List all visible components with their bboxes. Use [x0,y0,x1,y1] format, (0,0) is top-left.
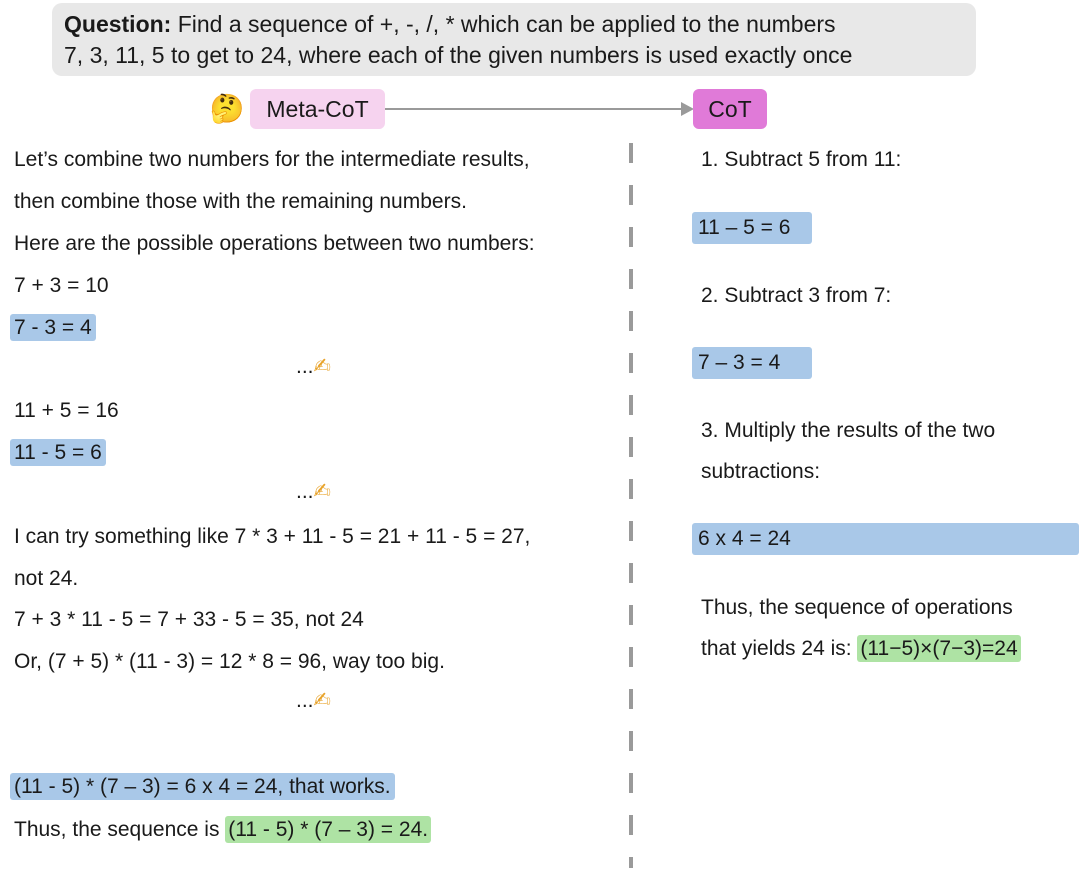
meta-line-11: Or, (7 + 5) * (11 - 3) = 12 * 8 = 96, way too big. [14,650,445,673]
cot-step-1-equation: 11 – 5 = 6 [692,212,812,244]
meta-highlight-7-minus-3: 7 - 3 = 4 [10,314,96,341]
cot-conclusion-prefix: that yields 24 is: [701,637,858,660]
cot-step-2-equation: 7 – 3 = 4 [692,347,812,379]
cot-step-2: 2. Subtract 3 from 7: [701,284,892,307]
writing-hand-icon: ✍ [313,480,332,503]
question-line-1 [64,9,964,40]
meta-line-1: Let’s combine two numbers for the intermediate results, [14,148,530,171]
question-text-2: 7, 3, 11, 5 to get to 24, where each of the given numbers is used exactly once [64,42,853,68]
meta-line-8: I can try something like 7 * 3 + 11 - 5 = 21 + 11 - 5 = 27, [14,525,531,548]
ellipsis-dots: ... [296,689,314,712]
meta-line-9: not 24. [14,567,79,590]
writing-hand-icon: ✍ [313,355,332,378]
thinking-face-icon: 🤔 [209,93,245,124]
ellipsis-dots: ... [296,480,314,503]
question-label: Question: [64,11,172,37]
meta-line-6: 11 + 5 = 16 [14,399,119,422]
cot-step-3-line-2: subtractions: [701,460,821,483]
meta-answer-highlight: (11 - 5) * (7 – 3) = 24. [225,816,431,843]
ellipsis-1 [296,352,331,382]
cot-conclusion-line-2 [701,634,1021,664]
meta-line-5 [14,313,92,343]
meta-highlight-solution: (11 - 5) * (7 – 3) = 6 x 4 = 24, that works. [10,773,395,800]
meta-line-3: Here are the possible operations between two numbers: [14,232,535,255]
arrow-icon [385,96,695,122]
ellipsis-dots: ... [296,355,314,378]
meta-highlight-11-minus-5: 11 - 5 = 6 [10,439,106,466]
ellipsis-2 [296,477,331,507]
writing-hand-icon: ✍ [313,689,332,712]
meta-line-13 [14,815,431,845]
ellipsis-3 [296,686,331,716]
meta-cot-tag: Meta-CoT [250,89,385,129]
question-box [52,3,976,76]
meta-line-4: 7 + 3 = 10 [14,274,109,297]
cot-step-3-equation: 6 x 4 = 24 [692,523,1079,555]
meta-line-7 [14,438,102,468]
cot-step-1: 1. Subtract 5 from 11: [701,148,902,171]
question-text-1: Find a sequence of +, -, /, * which can be applied to the numbers [177,11,836,37]
cot-tag: CoT [693,89,767,129]
cot-conclusion-line-1: Thus, the sequence of operations [701,596,1013,619]
meta-line-2: then combine those with the remaining numbers. [14,190,467,213]
meta-conclusion-prefix: Thus, the sequence is [14,818,226,841]
cot-step-3-line-1: 3. Multiply the results of the two [701,419,996,442]
meta-line-10: 7 + 3 * 11 - 5 = 7 + 33 - 5 = 35, not 24 [14,608,364,631]
meta-line-12 [14,772,391,802]
column-divider [627,143,635,868]
cot-answer-highlight: (11−5)×(7−3)=24 [857,635,1020,662]
